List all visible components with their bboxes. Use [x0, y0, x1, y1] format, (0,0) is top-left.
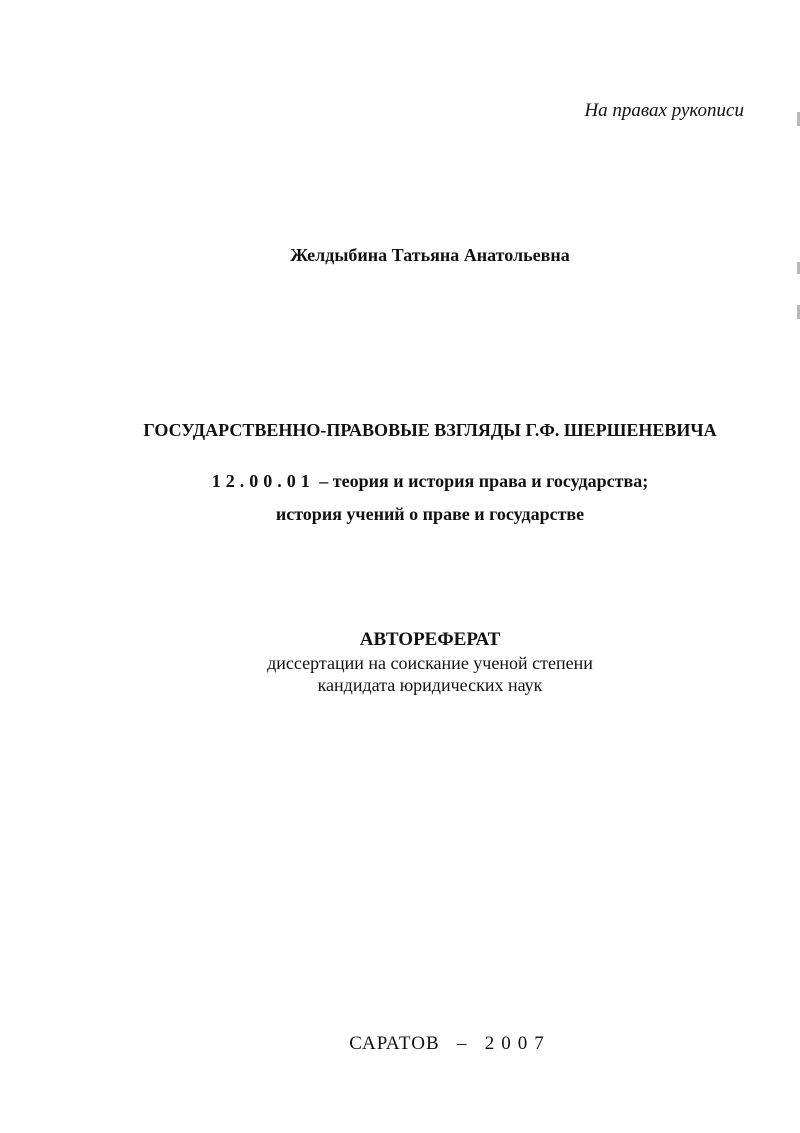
- footer-dash: –: [456, 1033, 468, 1054]
- footer-city: САРАТОВ: [349, 1033, 440, 1054]
- dissertation-title: ГОСУДАРСТВЕННО-ПРАВОВЫЕ ВЗГЛЯДЫ Г.Ф. ШЕРШЕНЕВИЧА: [143, 420, 717, 440]
- abstract-label: АВТОРЕФЕРАТ: [359, 629, 501, 650]
- specialty-line-1: [0, 465, 800, 498]
- specialty-code: 12.00.01: [211, 471, 315, 491]
- footer-year: 2007: [484, 1033, 551, 1054]
- specialty-name: – теория и история права и государства;: [319, 471, 649, 491]
- author-name: Желдыбина Татьяна Анатольевна: [290, 245, 570, 265]
- abstract-line-2: кандидата юридических наук: [317, 675, 543, 695]
- footer-place-year: [0, 1033, 800, 1055]
- specialty-block: [0, 465, 800, 531]
- abstract-line-1: диссертации на соискание ученой степени: [267, 653, 593, 673]
- manuscript-note: На правах рукописи: [584, 100, 744, 121]
- abstract-description: [0, 652, 800, 696]
- specialty-line-2: история учений о праве и государстве: [275, 504, 585, 524]
